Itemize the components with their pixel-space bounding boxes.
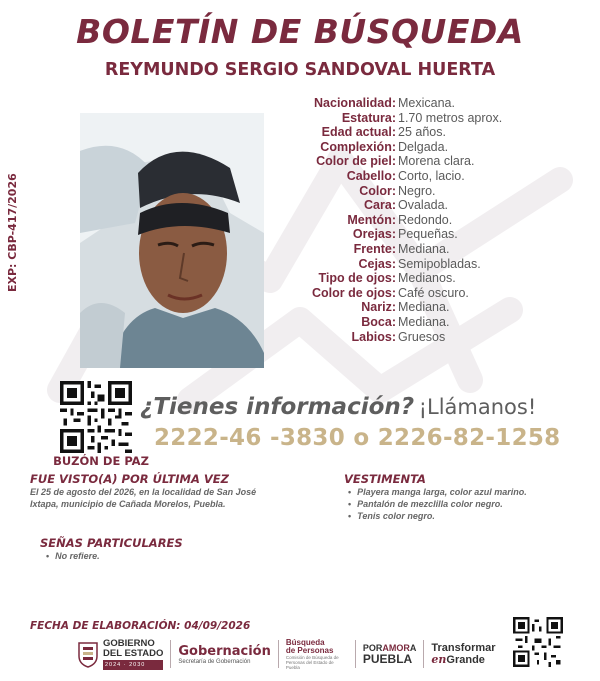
marks-item-text: No refiere. (55, 551, 100, 561)
attr-label: Complexión: (320, 139, 396, 154)
attr-value: Ovalada. (398, 198, 449, 213)
qr-label: BUZÓN DE PAZ (53, 454, 149, 468)
logo-amor-word: AMOR (382, 643, 410, 653)
attr-value: Semipobladas. (398, 256, 481, 271)
attr-value: 25 años. (398, 125, 446, 140)
attr-row (272, 111, 592, 126)
logo-gobernacion (171, 636, 278, 672)
attr-value: 1.70 metros aprox. (398, 110, 503, 125)
logo-gobernacion-name: Gobernación (178, 643, 271, 659)
contact-question: ¿Tienes información? (140, 394, 415, 420)
attr-label: Color de piel: (316, 154, 396, 169)
logo-busqueda-line-2: de Personas (285, 645, 334, 655)
attr-label: Frente: (353, 241, 396, 256)
attr-label: Tipo de ojos: (318, 271, 396, 286)
clothing-item-text: Playera manga larga, color azul marino. (357, 487, 527, 497)
marks-title: SEÑAS PARTICULARES (40, 536, 183, 550)
attr-row (272, 300, 592, 315)
attr-label: Boca: (361, 314, 396, 329)
logo-por-amor-a-puebla (356, 636, 424, 672)
elaboration-date: FECHA DE ELABORACIÓN: 04/09/2026 (30, 620, 251, 632)
logo-busqueda-line-1: Búsqueda (285, 637, 325, 647)
logo-gob-line-2: DEL ESTADO (103, 647, 164, 659)
attr-value: Mexicana. (398, 96, 455, 110)
last-seen-line-1: El 25 de agosto del 2026, en la localidad de San José (30, 487, 257, 497)
logo-grande: Grande (446, 654, 485, 666)
footer-logos (70, 636, 503, 672)
attr-label: Cara: (364, 198, 396, 213)
attr-row (272, 96, 592, 111)
attr-row (272, 315, 592, 330)
attr-label: Nariz: (361, 300, 396, 315)
attr-label: Orejas: (352, 227, 396, 242)
marks-item (46, 550, 100, 562)
attr-label: Nacionalidad: (314, 96, 396, 110)
clothing-list (348, 486, 527, 522)
attr-row (272, 330, 592, 345)
attr-label: Color: (359, 183, 396, 198)
attr-value: Negro. (398, 183, 436, 198)
attr-row (272, 140, 592, 155)
logo-gobierno-estado (70, 636, 170, 672)
attr-row (272, 125, 592, 140)
footer-qr-code[interactable] (513, 617, 563, 667)
file-number: EXP: CBP-417/2026 (6, 173, 19, 292)
marks-list (46, 550, 100, 562)
logo-gobernacion-sub: Secretaría de Gobernación (178, 658, 251, 665)
clothing-item (348, 498, 527, 510)
last-seen-line-2: Ixtapa, municipio de Cañada Morelos, Puebla. (30, 499, 226, 509)
attr-row (272, 154, 592, 169)
person-photo (80, 113, 264, 368)
state-crest-icon (77, 640, 99, 668)
attr-row (272, 271, 592, 286)
attr-label: Estatura: (341, 110, 396, 125)
contact-heading (140, 394, 536, 420)
attr-value: Café oscuro. (398, 285, 469, 300)
attr-value: Gruesos (398, 329, 446, 344)
attr-label: Cabello: (346, 168, 396, 183)
attr-label: Mentón: (347, 212, 396, 227)
attr-row (272, 198, 592, 213)
last-seen-title: FUE VISTO(A) POR ÚLTIMA VEZ (30, 472, 229, 486)
contact-call: ¡Llámanos! (418, 395, 537, 419)
logo-transformar: Transformar (431, 642, 496, 654)
attr-value: Redondo. (398, 212, 453, 227)
attr-row (272, 286, 592, 301)
attr-row (272, 242, 592, 257)
attr-value: Mediana. (398, 300, 450, 315)
attr-label: Labios: (351, 329, 396, 344)
logo-gob-line-3: 2024 · 2030 (103, 660, 163, 670)
logo-busqueda-sub: Comisión de Búsqueda de Personas del Estado de Puebla (285, 654, 339, 670)
attr-value: Delgada. (398, 139, 449, 154)
clothing-item-text: Pantalón de mezclilla color negro. (357, 499, 503, 509)
attr-row (272, 169, 592, 184)
attr-label: Edad actual: (321, 125, 396, 140)
physical-description (272, 96, 592, 344)
qr-code[interactable] (60, 381, 132, 453)
attr-value: Morena clara. (398, 154, 475, 169)
logo-amor-suf: A (409, 643, 417, 653)
clothing-item (348, 486, 527, 498)
attr-value: Medianos. (398, 271, 456, 286)
logo-amor-pre: POR (362, 643, 383, 653)
attr-value: Mediana. (398, 241, 450, 256)
attr-row (272, 213, 592, 228)
attr-row (272, 227, 592, 242)
clothing-item-text: Tenis color negro. (357, 511, 435, 521)
logo-busqueda (279, 636, 355, 672)
attr-label: Cejas: (358, 256, 396, 271)
clothing-title: VESTIMENTA (344, 472, 426, 486)
attr-value: Mediana. (398, 314, 450, 329)
attr-row (272, 184, 592, 199)
bulletin-title: BOLETÍN DE BÚSQUEDA (76, 12, 524, 51)
attr-label: Color de ojos: (311, 285, 396, 300)
clothing-item (348, 510, 527, 522)
attr-value: Corto, lacio. (398, 168, 465, 183)
attr-value: Pequeñas. (398, 227, 458, 242)
logo-amor-puebla: PUEBLA (362, 652, 413, 666)
logo-en: en (431, 653, 447, 666)
logo-gob-line-1: GOBIERNO (103, 637, 155, 649)
attr-row (272, 257, 592, 272)
logo-transformar-en-grande (424, 636, 502, 672)
person-name: REYMUNDO SERGIO SANDOVAL HUERTA (104, 60, 496, 80)
phone-numbers[interactable]: 2222-46 -3830 o 2226-82-1258 (154, 425, 561, 451)
